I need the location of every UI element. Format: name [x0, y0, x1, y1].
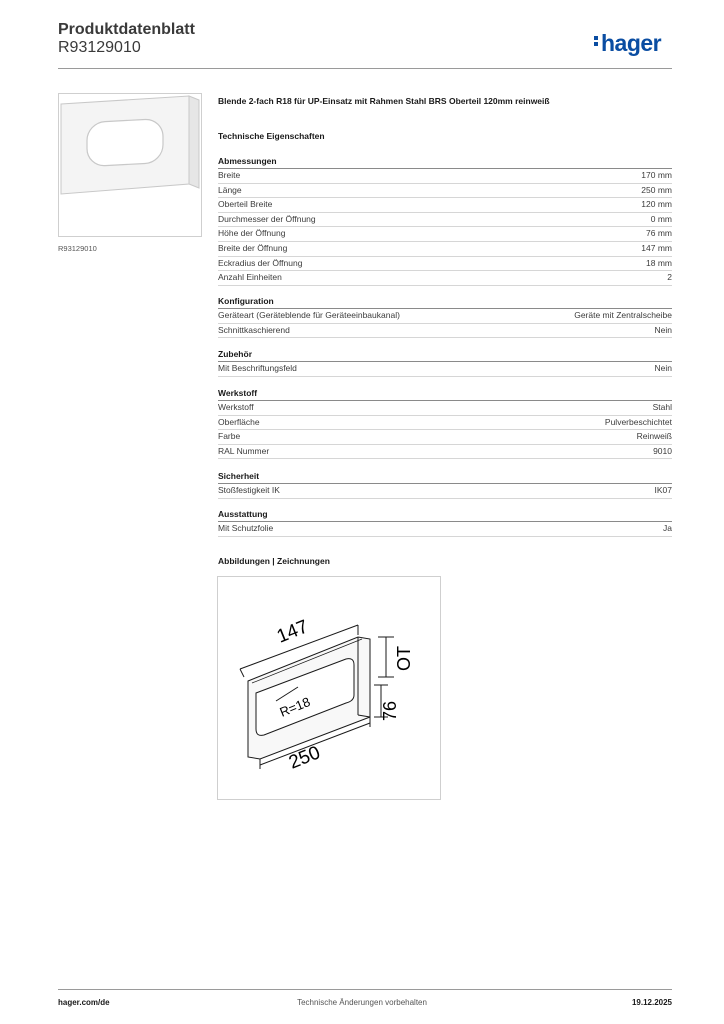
hager-logo — [594, 30, 661, 57]
table-row — [218, 324, 672, 339]
section-equipment — [218, 508, 672, 537]
row-value: 120 mm — [641, 199, 672, 210]
row-value: 76 mm — [646, 228, 672, 239]
logo-text: hager — [601, 30, 662, 56]
row-label: RAL Nummer — [218, 445, 270, 456]
row-label: Stoßfestigkeit IK — [218, 485, 280, 495]
row-label: Eckradius der Öffnung — [218, 257, 303, 268]
row-label: Mit Beschriftungsfeld — [218, 363, 297, 373]
table-row — [218, 271, 672, 286]
table-row — [218, 362, 672, 377]
table-row — [218, 430, 672, 445]
dim-width-label: 147 — [274, 616, 312, 648]
row-value: Reinweiß — [636, 431, 672, 442]
table-row — [218, 169, 672, 184]
row-label: Anzahl Einheiten — [218, 272, 282, 283]
row-label: Farbe — [218, 431, 241, 442]
drawings-title: Abbildungen | Zeichnungen — [218, 556, 330, 566]
section-title: Zubehör — [218, 348, 672, 362]
row-value: Geräte mit Zentralscheibe — [574, 310, 672, 320]
row-value: 170 mm — [641, 170, 672, 180]
section-title: Abmessungen — [218, 155, 672, 169]
row-value: 2 — [667, 272, 672, 283]
row-value: Ja — [663, 523, 672, 533]
footer-website: hager.com/de — [58, 998, 110, 1007]
dimension-drawing-icon — [218, 577, 440, 799]
table-row — [218, 213, 672, 228]
row-label: Oberteil Breite — [218, 199, 273, 210]
section-accessories — [218, 348, 672, 377]
table-row — [218, 416, 672, 431]
footer-disclaimer: Technische Änderungen vorbehalten — [297, 998, 427, 1007]
dim-radius-label: R=18 — [277, 694, 313, 720]
technical-properties-title: Technische Eigenschaften — [218, 131, 325, 141]
product-image — [58, 93, 202, 237]
table-row — [218, 198, 672, 213]
row-label: Mit Schutzfolie — [218, 523, 274, 533]
table-row — [218, 445, 672, 460]
row-label: Breite der Öffnung — [218, 242, 288, 253]
section-title: Werkstoff — [218, 387, 672, 401]
table-row — [218, 227, 672, 242]
section-title: Konfiguration — [218, 295, 672, 309]
row-value: Nein — [654, 363, 672, 373]
image-caption: R93129010 — [58, 244, 97, 253]
header-divider — [58, 68, 672, 69]
row-label: Breite — [218, 170, 241, 180]
row-value: Pulverbeschichtet — [604, 416, 672, 427]
table-row — [218, 257, 672, 272]
row-value: 18 mm — [646, 257, 672, 268]
table-row — [218, 184, 672, 199]
dim-length-label: 250 — [286, 742, 324, 774]
row-value: 9010 — [653, 445, 672, 456]
page-title: Produktdatenblatt — [58, 21, 195, 38]
section-title: Sicherheit — [218, 470, 672, 484]
row-label: Geräteart (Geräteblende für Geräteeinbaukanal) — [218, 310, 400, 320]
row-label: Länge — [218, 184, 242, 195]
footer-date: 19.12.2025 — [631, 998, 672, 1007]
row-label: Werkstoff — [218, 402, 254, 412]
row-value: 147 mm — [641, 242, 672, 253]
product-description: Blende 2-fach R18 für UP-Einsatz mit Rahmen Stahl BRS Oberteil 120mm reinweiß — [218, 96, 550, 106]
row-label: Oberfläche — [218, 416, 260, 427]
row-label: Schnittkaschierend — [218, 324, 290, 335]
table-row — [218, 309, 672, 324]
row-value: Stahl — [652, 402, 672, 412]
row-label: Durchmesser der Öffnung — [218, 213, 316, 224]
technical-drawing — [217, 576, 441, 800]
section-configuration — [218, 295, 672, 338]
section-dimensions — [218, 155, 672, 286]
footer-divider — [58, 989, 672, 990]
logo-dots-icon — [594, 36, 599, 48]
section-title: Ausstattung — [218, 508, 672, 522]
product-number: R93129010 — [58, 39, 141, 56]
row-value: Nein — [654, 324, 672, 335]
dim-height-label: 76 — [380, 700, 400, 721]
table-row — [218, 522, 672, 537]
row-value: 250 mm — [641, 184, 672, 195]
row-label: Höhe der Öffnung — [218, 228, 286, 239]
table-row — [218, 484, 672, 499]
section-material — [218, 387, 672, 459]
table-row — [218, 401, 672, 416]
table-row — [218, 242, 672, 257]
row-value: IK07 — [654, 485, 672, 495]
section-safety — [218, 470, 672, 499]
row-value: 0 mm — [650, 213, 672, 224]
dim-top-label: OT — [394, 646, 414, 671]
cover-plate-icon — [59, 94, 201, 236]
